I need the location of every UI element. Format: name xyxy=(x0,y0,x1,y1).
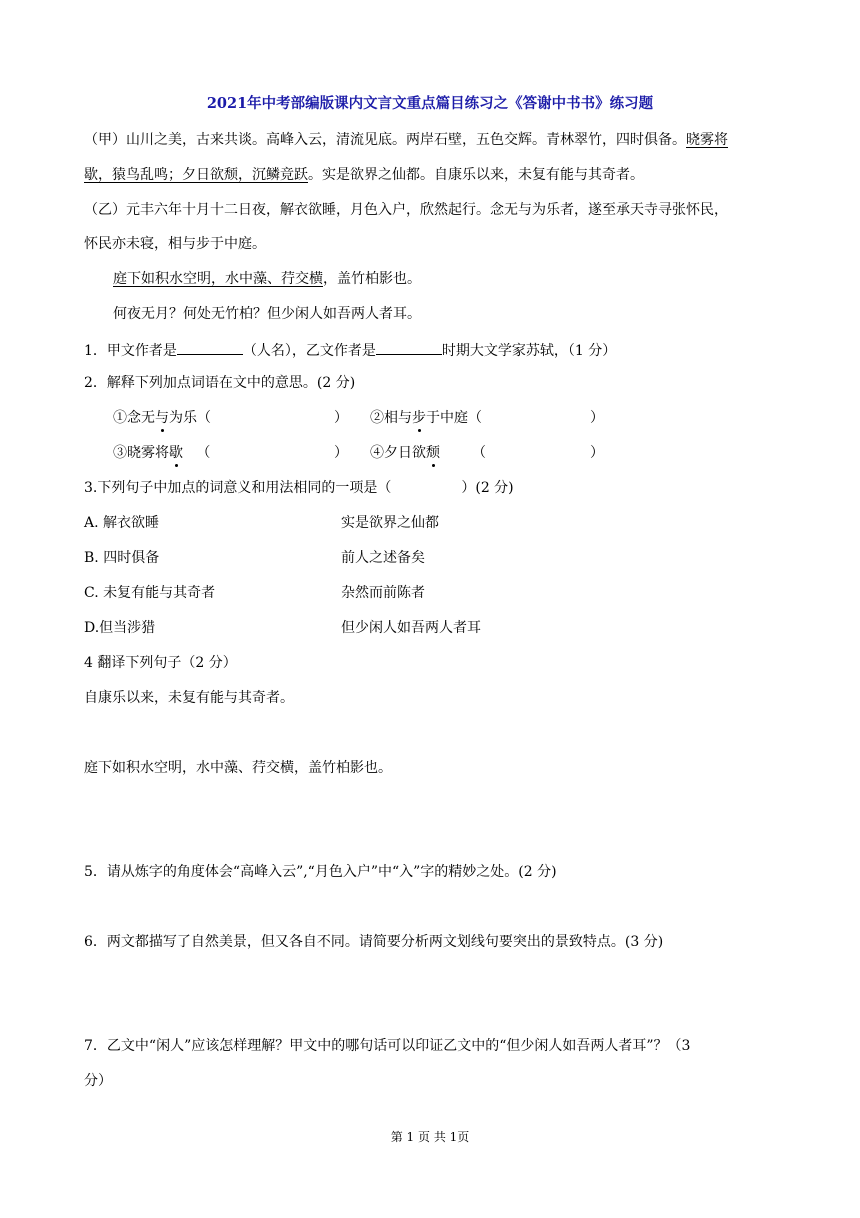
passage-b-text: ，盖竹柏影也。 xyxy=(323,271,421,287)
item-text: ①念无 xyxy=(113,410,155,426)
option-a-right: 实是欲界之仙都 xyxy=(341,515,439,531)
dotted-character: 与 xyxy=(155,410,169,426)
question-text: （人名），乙文作者是 xyxy=(242,343,376,359)
question-7-line-2: 分） xyxy=(84,1073,112,1089)
page-footer: 第 1 页 共 1页 xyxy=(390,1130,470,1144)
question-6: 6．两文都描写了自然美景，但又各自不同。请简要分析两文划线句要突出的景致特点。(3 分) xyxy=(84,934,664,950)
passage-b-line-3 xyxy=(113,269,421,289)
question-4-sentence-1: 自康乐以来，未复有能与其奇者。 xyxy=(84,690,294,706)
question-text: 3.下列句子中加点的词意义和用法相同的一项是（ xyxy=(84,480,392,496)
item-text: ③晓雾将 xyxy=(113,445,169,461)
item-text: 于中庭（ xyxy=(426,410,482,426)
option-b-right: 前人之述备矣 xyxy=(341,550,425,566)
item-text: 为乐（ xyxy=(169,410,211,426)
answer-blank[interactable] xyxy=(177,339,243,355)
close-paren: ） xyxy=(334,445,348,461)
item-text: ②相与 xyxy=(370,410,412,426)
option-b-left: B. 四时俱备 xyxy=(84,550,160,566)
dotted-character: 步 xyxy=(412,410,426,426)
question-text: ）(2 分) xyxy=(461,480,514,496)
option-d-left: D.但当涉猎 xyxy=(84,620,156,636)
dotted-character: 颓 xyxy=(426,445,440,461)
question-text: 1．甲文作者是 xyxy=(84,343,177,359)
item-text: ④夕日欲 xyxy=(370,445,426,461)
underlined-text: 庭下如积水空明，水中藻、荇交横 xyxy=(113,271,323,287)
question-2-stem: 2．解释下列加点词语在文中的意思。(2 分) xyxy=(84,375,356,391)
passage-b-line-2: 怀民亦未寝，相与步于中庭。 xyxy=(84,236,266,252)
passage-a-line-2 xyxy=(84,165,644,185)
passage-a-text: 。实是欲界之仙都。自康乐以来，未复有能与其奇者。 xyxy=(308,167,644,183)
close-paren: ） xyxy=(590,410,604,426)
option-c-right: 杂然而前陈者 xyxy=(341,585,425,601)
item-text: （ xyxy=(196,445,211,461)
item-text: （ xyxy=(472,445,486,461)
question-2-item-4 xyxy=(370,443,486,463)
passage-a-line-1 xyxy=(84,130,728,150)
option-a-left: A. 解衣欲睡 xyxy=(84,515,160,531)
question-3-stem xyxy=(84,478,514,498)
dotted-character: 歇 xyxy=(169,445,183,461)
question-1 xyxy=(84,339,616,361)
close-paren: ） xyxy=(334,410,348,426)
page-title: 2021年中考部编版课内文言文重点篇目练习之《答谢中书书》练习题 xyxy=(206,95,654,112)
question-text: 时期大文学家苏轼，（1 分） xyxy=(441,343,617,359)
passage-b-line-4: 何夜无月？何处无竹柏？但少闲人如吾两人者耳。 xyxy=(113,306,421,322)
question-4-sentence-2: 庭下如积水空明，水中藻、荇交横，盖竹柏影也。 xyxy=(84,760,392,776)
underlined-text: 晓雾将 xyxy=(686,132,728,148)
question-7-line-1: 7．乙文中“闲人”应该怎样理解？甲文中的哪句话可以印证乙文中的“但少闲人如吾两人者耳”？（3 xyxy=(84,1038,691,1054)
question-2-item-1 xyxy=(113,408,211,428)
answer-blank[interactable] xyxy=(376,339,442,355)
passage-a-text: （甲）山川之美，古来共谈。高峰入云，清流见底。两岸石壁，五色交辉。青林翠竹，四时俱备。 xyxy=(84,132,686,148)
question-5: 5．请从炼字的角度体会“高峰入云”,“月色入户”中“入”字的精妙之处。(2 分) xyxy=(84,864,557,880)
question-2-item-3 xyxy=(113,443,210,463)
question-4-stem: 4 翻译下列句子（2 分） xyxy=(84,655,237,671)
passage-b-line-1: （乙）元丰六年十月十二日夜，解衣欲睡，月色入户，欣然起行。念无与为乐者，遂至承天寺寻张怀民， xyxy=(84,202,728,218)
option-c-left: C. 未复有能与其奇者 xyxy=(84,585,216,601)
option-d-right: 但少闲人如吾两人者耳 xyxy=(341,620,481,636)
underlined-text: 歇，猿鸟乱鸣；夕日欲颓，沉鳞竞跃 xyxy=(84,167,308,183)
close-paren: ） xyxy=(590,445,604,461)
question-2-item-2 xyxy=(370,408,482,428)
